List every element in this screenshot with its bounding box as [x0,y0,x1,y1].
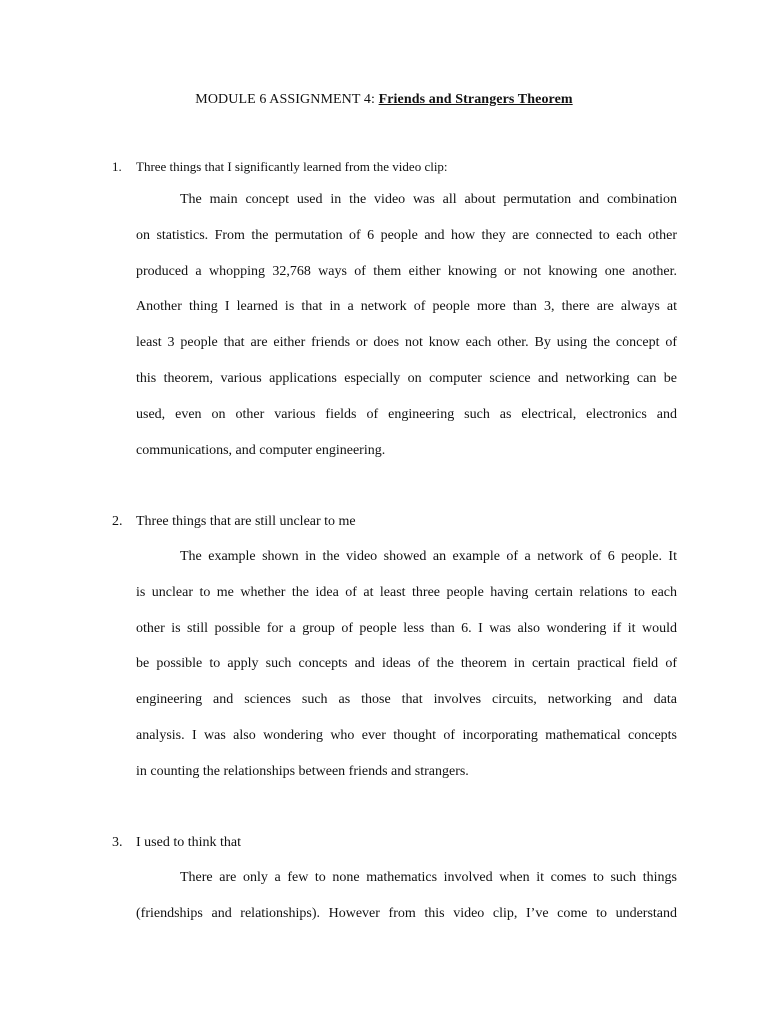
section-heading-text: Three things that are still unclear to me [136,514,356,529]
paragraph-line: The example shown in the video showed an example of a network of 6 people. It [180,549,677,564]
section-number: 1. [112,159,122,174]
section-3-heading [112,834,241,852]
section-3-body [136,860,677,932]
section-number: 2. [112,514,123,529]
section-2-body [136,539,677,790]
section-heading-text: I used to think that [136,835,241,850]
paragraph-line: this theorem, various applications especially on computer science and networking can be [136,370,677,386]
paragraph-line: engineering and sciences such as those that involves circuits, networking and data [136,692,677,708]
paragraph-line: be possible to apply such concepts and ideas of the theorem in certain practical field of [136,656,677,672]
title-prefix: MODULE 6 ASSIGNMENT 4: [195,92,379,107]
paragraph-line: (friendships and relationships). However from this video clip, I’ve come to understand [136,905,677,921]
paragraph-line: The main concept used in the video was all about permutation and combination [180,192,677,207]
paragraph-line: analysis. I was also wondering who ever thought of incorporating mathematical concepts [136,727,677,743]
section-heading-text: Three things that I significantly learned from the video clip: [136,159,448,174]
paragraph-line: Another thing I learned is that in a network of people more than 3, there are always at [136,299,677,315]
page-title [0,92,768,108]
paragraph-line: produced a whopping 32,768 ways of them either knowing or not knowing one another. [136,263,677,279]
title-bold: Friends and Strangers Theorem [378,92,573,107]
paragraph-line: least 3 people that are either friends or does not know each other. By using the concept of [136,335,677,351]
paragraph-line: used, even on other various fields of engineering such as electrical, electronics and [136,406,677,422]
paragraph-line: There are only a few to none mathematics involved when it comes to such things [180,870,677,885]
section-2-heading [112,513,356,531]
paragraph-line: in counting the relationships between friends and strangers. [136,763,469,779]
paragraph-line: other is still possible for a group of people less than 6. I was also wondering if it would [136,620,677,636]
paragraph-line: communications, and computer engineering. [136,442,386,458]
section-1-body [136,182,677,468]
paragraph-line: is unclear to me whether the idea of at least three people having certain relations to each [136,584,677,600]
section-1-heading [112,158,448,176]
section-number: 3. [112,835,123,850]
paragraph-line: on statistics. From the permutation of 6 people and how they are connected to each other [136,227,677,243]
